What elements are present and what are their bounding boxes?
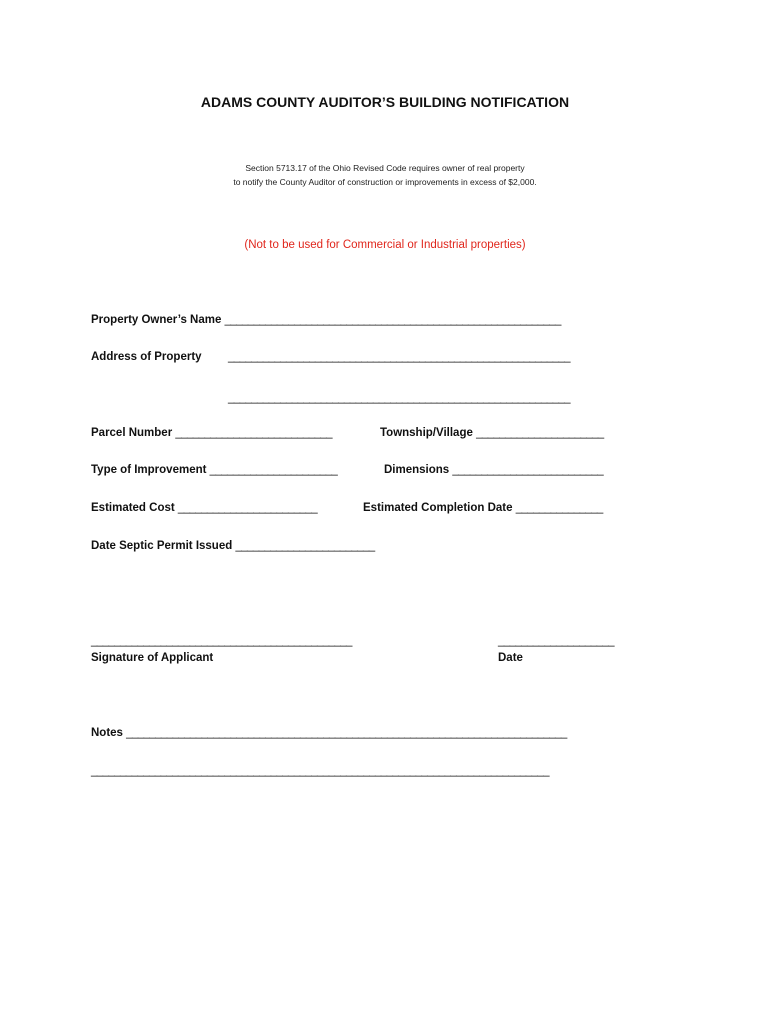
owner-name-field [91,314,561,326]
estimated-cost-line[interactable]: ________________________ [177,502,318,514]
page-title: ADAMS COUNTY AUDITOR’S BUILDING NOTIFICATION [200,94,570,110]
improvement-type-field [91,464,337,476]
completion-date-field [363,502,603,514]
improvement-type-label: Type of Improvement [91,464,207,476]
address-line-2[interactable]: ___________________________________________________________ [228,392,570,404]
estimated-cost-label: Estimated Cost [91,502,175,514]
usage-notice: (Not to be used for Commercial or Industrial properties) [244,239,526,251]
signature-line[interactable]: _____________________________________________ [91,635,352,647]
notes-field [91,727,567,739]
dimensions-field [384,464,603,476]
intro-text-line2: to notify the County Auditor of construction or improvements in excess of $2,000. [233,177,537,187]
septic-permit-label: Date Septic Permit Issued [91,540,233,552]
completion-date-line[interactable]: _______________ [515,502,603,514]
date-label: Date [498,652,523,664]
notes-line-2[interactable]: _______________________________________________________________________________ [91,765,549,777]
township-line[interactable]: ______________________ [476,427,604,439]
township-field [380,427,604,439]
intro-text-line1: Section 5713.17 of the Ohio Revised Code requires owner of real property [245,163,525,173]
septic-permit-line[interactable]: ________________________ [235,540,375,552]
owner-name-line[interactable]: __________________________________________________________ [224,314,561,326]
township-label: Township/Village [380,427,473,439]
notes-label: Notes [91,727,123,739]
parcel-number-label: Parcel Number [91,427,173,439]
dimensions-label: Dimensions [384,464,450,476]
date-line[interactable]: ____________________ [498,635,614,647]
address-line-1[interactable]: ___________________________________________________________ [228,351,570,363]
signature-label: Signature of Applicant [91,652,214,664]
parcel-number-line[interactable]: ___________________________ [175,427,332,439]
address-label: Address of Property [91,351,202,363]
completion-date-label: Estimated Completion Date [363,502,513,514]
dimensions-line[interactable]: __________________________ [452,464,604,476]
septic-permit-field [91,540,375,552]
notes-line-1[interactable]: ____________________________________________________________________________ [126,727,567,739]
improvement-type-line[interactable]: ______________________ [209,464,338,476]
estimated-cost-field [91,502,317,514]
parcel-number-field [91,427,332,439]
owner-name-label: Property Owner’s Name [91,314,222,326]
